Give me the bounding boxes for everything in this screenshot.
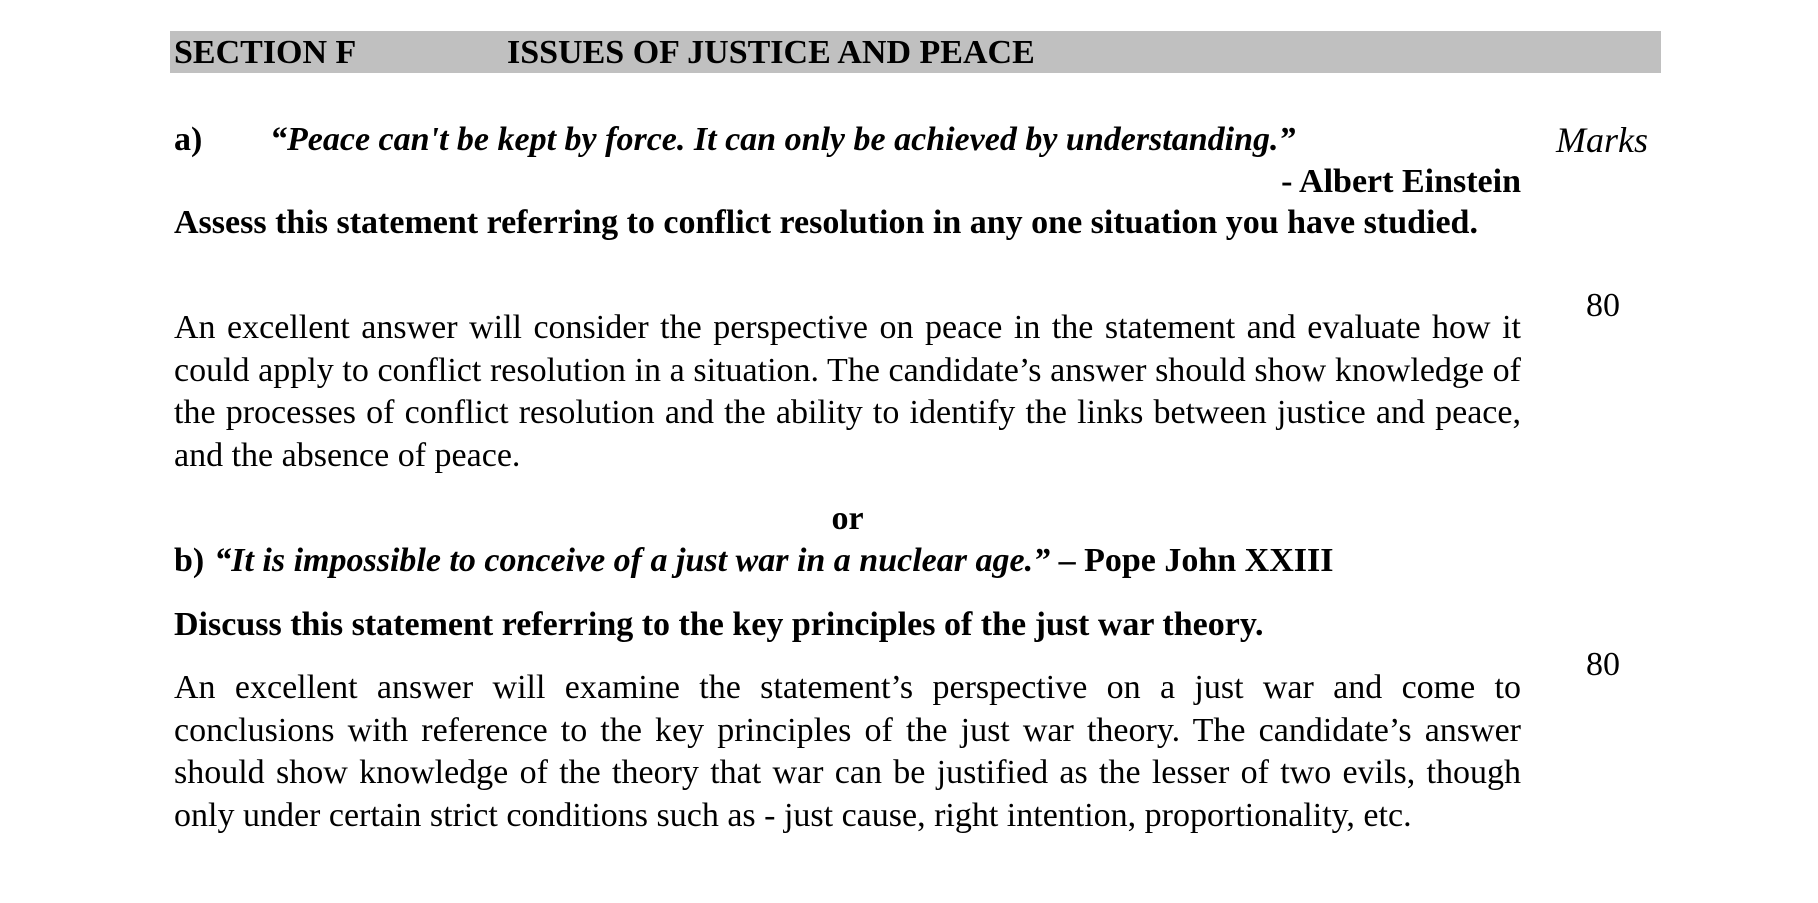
question-b-instruction: Discuss this statement referring to the key principles of the just war theory. — [174, 606, 1264, 643]
question-b-guidance: An excellent answer will examine the statement’s perspective on a just war and come to conclusions with reference to the key principles of the just war theory. The candidate’s answer should show knowledge of the theory that war can be justified as the lesser of two evils, though only under certain strict conditions such as - just cause, right intention, proportionality, etc. — [174, 669, 1521, 834]
question-b-author: – Pope John XXIII — [1058, 542, 1334, 579]
question-a-instruction: Assess this statement referring to conflict resolution in any one situation you have studied. — [174, 204, 1478, 241]
question-b-label: b) — [174, 542, 205, 579]
question-a-quote: “Peace can't be kept by force. It can only be achieved by understanding.” — [270, 121, 1296, 158]
section-title: ISSUES OF JUSTICE AND PEACE — [507, 34, 1035, 71]
question-a-guidance: An excellent answer will consider the perspective on peace in the statement and evaluate how it could apply to conflict resolution in a situation. The candidate’s answer should show knowledge of the processes of conflict resolution and the ability to identify the links between justice and peace, and the absence of peace. — [174, 309, 1521, 474]
section-code: SECTION F — [174, 34, 357, 71]
question-b-heading — [174, 541, 1333, 581]
or-separator: or — [831, 500, 864, 537]
question-a-author: - Albert Einstein — [1281, 163, 1521, 200]
question-b-quote: “It is impossible to conceive of a just war in a nuclear age.” — [214, 542, 1051, 579]
question-a-label: a) — [174, 121, 203, 158]
question-b-marks: 80 — [1586, 646, 1620, 683]
question-a-marks: 80 — [1586, 287, 1620, 324]
marks-column-header: Marks — [1556, 120, 1648, 160]
